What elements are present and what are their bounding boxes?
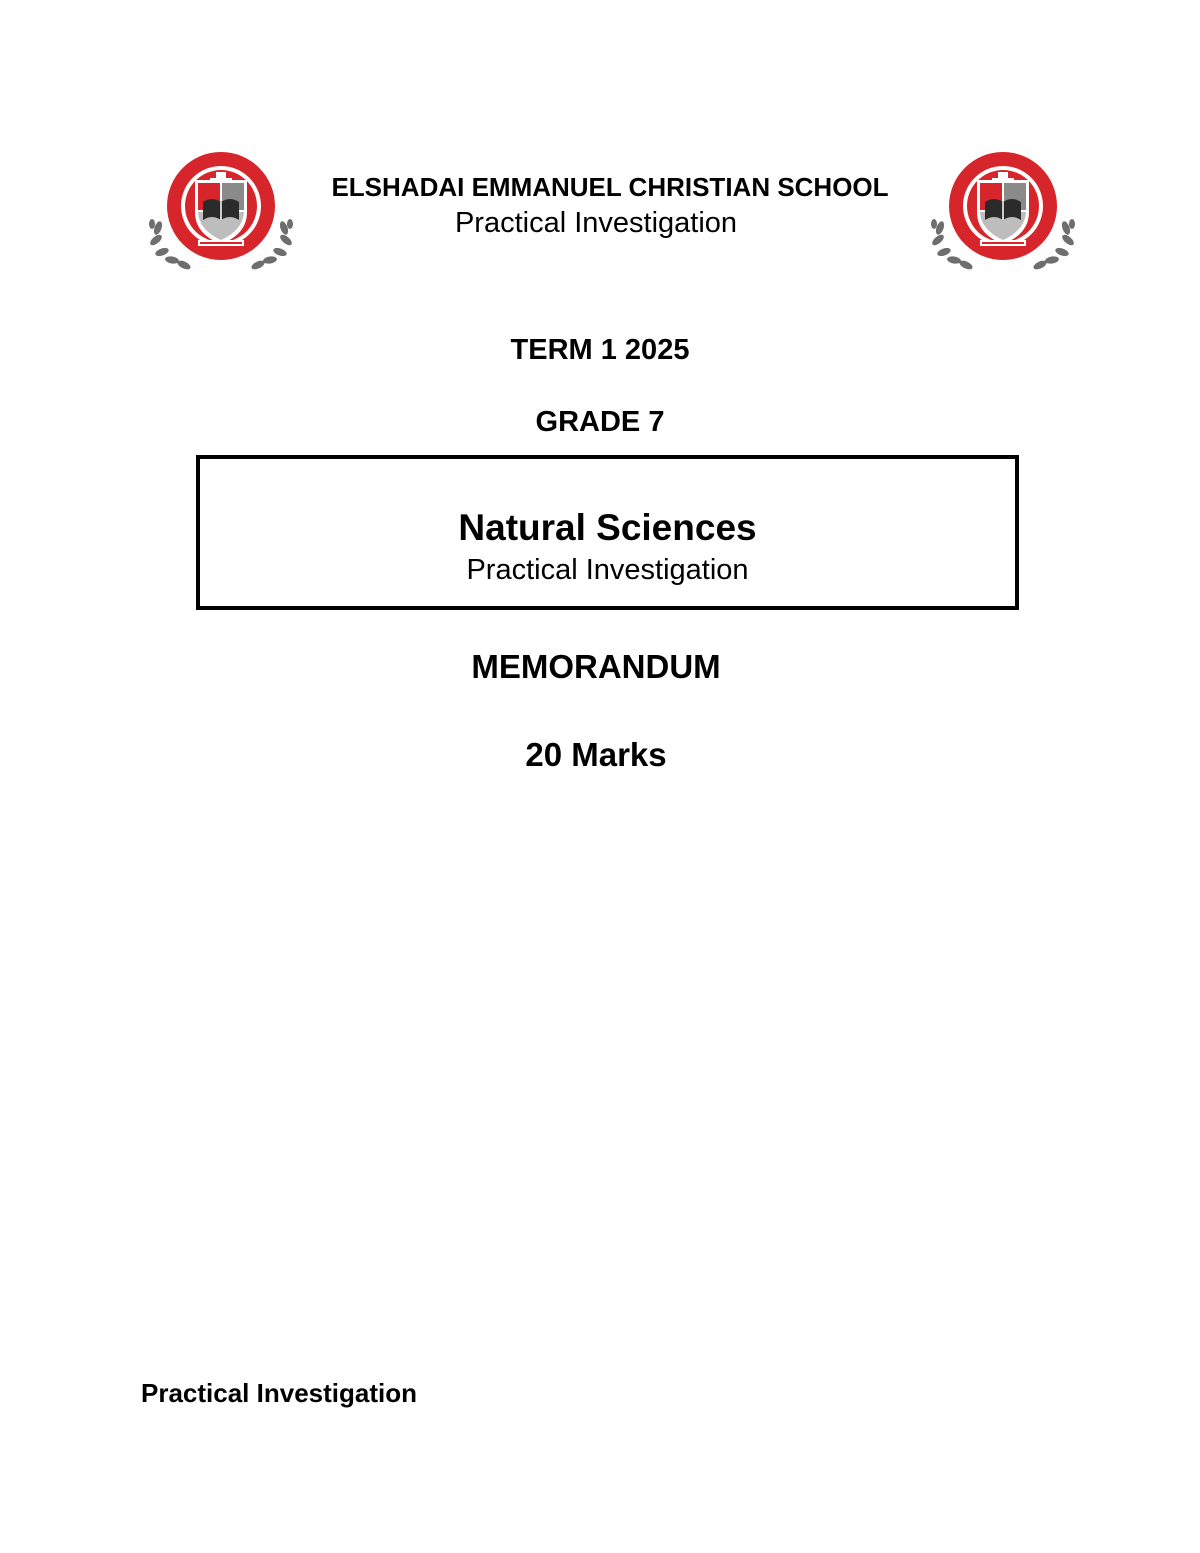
header-subtitle: Practical Investigation — [454, 207, 738, 239]
school-crest-icon — [930, 150, 1076, 272]
term-label: TERM 1 2025 — [510, 334, 690, 366]
subject-title: Natural Sciences — [458, 507, 757, 548]
school-crest-logo-left — [148, 150, 294, 272]
subject-subtitle: Practical Investigation — [466, 554, 749, 586]
school-crest-logo-right — [930, 150, 1076, 272]
school-crest-icon — [148, 150, 294, 272]
grade-label: GRADE 7 — [535, 406, 665, 438]
subject-box — [196, 455, 1019, 610]
total-marks: 20 Marks — [525, 736, 667, 773]
page-footer: Practical Investigation — [141, 1378, 417, 1408]
memorandum-heading: MEMORANDUM — [471, 648, 721, 685]
school-name: ELSHADAI EMMANUEL CHRISTIAN SCHOOL — [331, 172, 889, 202]
